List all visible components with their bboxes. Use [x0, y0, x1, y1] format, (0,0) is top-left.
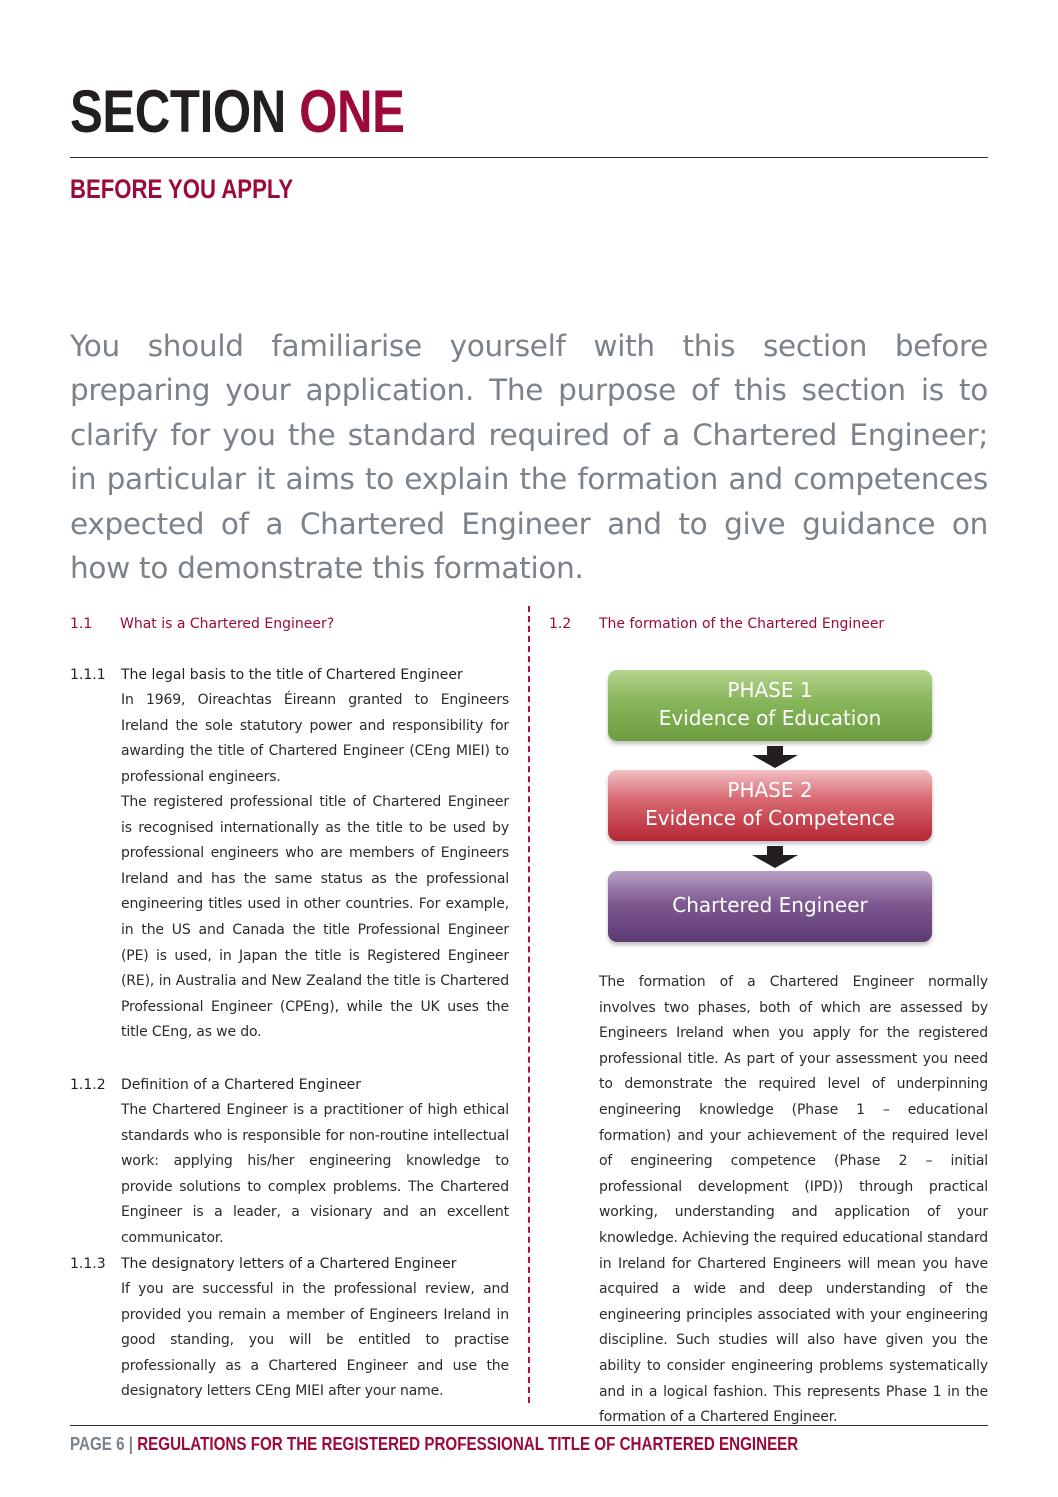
para-1-1-3: If you are successful in the professional review, and provided you remain a member of Engineers Ireland in good standing, you will be entitled to practise professionally as a Chartered Engineer and use the designatory letters CEng MIEI after your name.	[121, 1281, 509, 1400]
phase-1-description: Evidence of Education	[658, 706, 882, 730]
title-word-one: ONE	[299, 78, 405, 145]
para-1-1-2: The Chartered Engineer is a practitioner of high ethical standards who is responsible for non-routine intellectual work: applying his/her engineering knowledge to provide solutions to complex problems. The Chartered Engineer is a leader, a visionary and an excellent communicator.	[121, 1102, 509, 1246]
heading-1-2-number: 1.2	[549, 616, 572, 632]
para-1-1-1-a: In 1969, Oireachtas Éireann granted to Engineers Ireland the sole statutory power and responsibility for awarding the title of Chartered Engineer (CEng MIEI) to professional engineers.	[121, 692, 509, 785]
phase-2-label: PHASE 2	[727, 778, 813, 802]
top-divider	[70, 157, 988, 158]
heading-1-1-text: What is a Chartered Engineer?	[120, 616, 335, 632]
document-title: REGULATIONS FOR THE REGISTERED PROFESSIONAL TITLE OF CHARTERED ENGINEER	[137, 1433, 799, 1454]
heading-1-1-number: 1.1	[70, 616, 93, 632]
heading-1-1-2-text: Definition of a Chartered Engineer	[121, 1077, 362, 1093]
heading-1-1-3-text: The designatory letters of a Chartered Engineer	[121, 1256, 457, 1272]
section-subtitle: BEFORE YOU APPLY	[70, 174, 294, 204]
page-number: PAGE 6 |	[70, 1433, 133, 1454]
intro-paragraph: You should familiarise yourself with this section before preparing your application. The purpose of this section is to clarify for you the standard required of a Chartered Engineer; in particular it aims to explain the formation and competences expected of a Chartered Engineer and to give guidance on how to demonstrate this formation.	[70, 329, 988, 586]
section-title	[70, 78, 404, 146]
heading-1-1-1-text: The legal basis to the title of Chartered Engineer	[121, 667, 463, 683]
chartered-engineer-box	[608, 871, 932, 942]
para-1-2: The formation of a Chartered Engineer normally involves two phases, both of which are assessed by Engineers Ireland when you apply for the registered professional title. As part of your assessment you need to demonstrate the required level of underpinning engineering knowledge (Phase 1 – educational formation) and your achievement of the required level of engineering competence (Phase 2 – initial professional development (IPD)) through practical working, understanding and application of your knowledge. Achieving the required educational standard in Ireland for Chartered Engineers will mean you have acquired a wide and deep understanding of the engineering principles associated with your engineering discipline. Such studies will also have given you the ability to consider engineering problems systematically and in a logical fashion. This represents Phase 1 in the formation of a Chartered Engineer.	[599, 974, 988, 1426]
phase-2-description: Evidence of Competence	[645, 806, 895, 830]
para-1-1-1-b: The registered professional title of Chartered Engineer is recognised internationally as the title to be used by professional engineers who are members of Engineers Ireland and has the same status as the professional engineering titles used in other countries. For example, in the US and Canada the title Professional Engineer (PE) is used, in Japan the title is Registered Engineer (RE), in Australia and New Zealand the title is Chartered Professional Engineer (CPEng), while the UK uses the title CEng, as we do.	[121, 794, 509, 1041]
heading-1-1-2-number: 1.1.2	[70, 1077, 106, 1093]
arrow-down-icon	[752, 746, 798, 768]
phase-2-box	[608, 770, 932, 841]
heading-1-2-text: The formation of the Chartered Engineer	[599, 616, 885, 632]
chartered-engineer-label: Chartered Engineer	[672, 893, 868, 917]
title-word-section: SECTION	[70, 78, 286, 145]
phase-1-label: PHASE 1	[727, 678, 813, 702]
bottom-divider	[70, 1425, 988, 1426]
heading-1-1-3-number: 1.1.3	[70, 1256, 106, 1272]
column-divider	[528, 606, 530, 1403]
footer	[70, 1432, 798, 1456]
arrow-down-icon	[752, 846, 798, 868]
phase-1-box	[608, 670, 932, 741]
heading-1-1-1-number: 1.1.1	[70, 667, 106, 683]
